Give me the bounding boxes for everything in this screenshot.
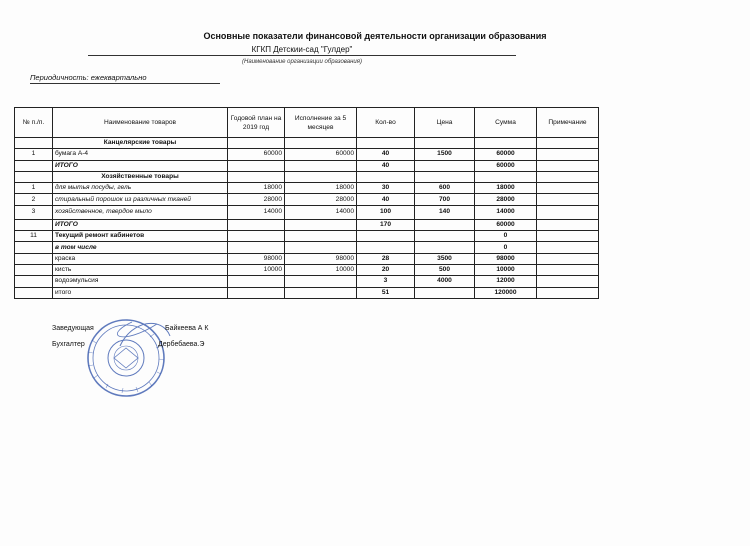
total-row: [15, 160, 599, 171]
row-exec: 10000: [285, 264, 357, 275]
section-title: Хозяйственные товары: [53, 171, 228, 182]
row-name: хозяйственное, твердое мыло: [53, 205, 228, 219]
total-sum: 120000: [475, 287, 537, 298]
row-number: 2: [15, 194, 53, 205]
total-row: [15, 219, 599, 230]
row-exec: 28000: [285, 194, 357, 205]
col-sum: Сумма: [475, 108, 537, 138]
row-number: 1: [15, 149, 53, 160]
row-sum: 12000: [475, 276, 537, 287]
row-name: краска: [53, 253, 228, 264]
row-exec: 98000: [285, 253, 357, 264]
total-qty: 40: [357, 160, 415, 171]
organization-caption: (Наименование организации образования): [242, 59, 362, 65]
row-qty: 20: [357, 264, 415, 275]
row-plan: 98000: [228, 253, 285, 264]
periodicity: Периодичность: ежеквартально: [30, 73, 220, 84]
row-price: 1500: [415, 149, 475, 160]
col-price: Цена: [415, 108, 475, 138]
row-price: 4000: [415, 276, 475, 287]
row-sum: 98000: [475, 253, 537, 264]
row-qty: 100: [357, 205, 415, 219]
row-number: 1: [15, 183, 53, 194]
subsection-label: в том числе: [53, 242, 228, 253]
row-sum: 60000: [475, 149, 537, 160]
row-name: кисть: [53, 264, 228, 275]
row-number: 11: [15, 231, 53, 242]
row-name: стиральный порошок из различных тканей: [53, 194, 228, 205]
total-label: ИТОГО: [53, 160, 228, 171]
col-qty: Кол-во: [357, 108, 415, 138]
col-note: Примечание: [537, 108, 599, 138]
total-sum: 60000: [475, 160, 537, 171]
row-name: для мытья посуды, гель: [53, 183, 228, 194]
row-qty: 3: [357, 276, 415, 287]
col-plan: Годовой план на 2019 год: [228, 108, 285, 138]
total-label: итого: [53, 287, 228, 298]
row-price: 600: [415, 183, 475, 194]
table-row: [15, 149, 599, 160]
row-name: бумага А-4: [53, 149, 228, 160]
section-title: Текущий ремонт кабинетов: [53, 231, 228, 242]
row-plan: 60000: [228, 149, 285, 160]
row-qty: 40: [357, 149, 415, 160]
row-exec: 14000: [285, 205, 357, 219]
row-qty: 40: [357, 194, 415, 205]
row-exec: [285, 276, 357, 287]
table-row: [15, 183, 599, 194]
row-plan: [228, 276, 285, 287]
section-header: [15, 138, 599, 149]
total-label: ИТОГО: [53, 219, 228, 230]
total-row: [15, 287, 599, 298]
total-sum: 60000: [475, 219, 537, 230]
total-qty: 51: [357, 287, 415, 298]
row-sum: 0: [475, 242, 537, 253]
accountant-label: Бухгалтер: [52, 341, 85, 348]
row-price: 140: [415, 205, 475, 219]
row-sum: 0: [475, 231, 537, 242]
accountant-name: Дербебаева.Э: [158, 341, 205, 348]
row-qty: 28: [357, 253, 415, 264]
document-title: Основные показатели финансовой деятельности организации образования: [203, 31, 547, 41]
section-header: [15, 231, 599, 242]
row-qty: 30: [357, 183, 415, 194]
table-row: [15, 264, 599, 275]
row-sum: 18000: [475, 183, 537, 194]
row-price: 3500: [415, 253, 475, 264]
row-price: 700: [415, 194, 475, 205]
row-sum: 28000: [475, 194, 537, 205]
section-header: [15, 171, 599, 182]
row-plan: 18000: [228, 183, 285, 194]
table-row: [15, 276, 599, 287]
row-plan: 10000: [228, 264, 285, 275]
table-row: [15, 253, 599, 264]
row-price: 500: [415, 264, 475, 275]
total-qty: 170: [357, 219, 415, 230]
organization-name: КГКП Детскии-сад "Гулдер": [88, 45, 516, 56]
section-title: Канцелярские товары: [53, 138, 228, 149]
head-label: Заведующая: [52, 325, 94, 332]
row-exec: 18000: [285, 183, 357, 194]
row-sum: 10000: [475, 264, 537, 275]
row-plan: 28000: [228, 194, 285, 205]
table-row: [15, 194, 599, 205]
col-execution: Исполнение за 5 месяцев: [285, 108, 357, 138]
row-sum: 14000: [475, 205, 537, 219]
subsection-row: [15, 242, 599, 253]
table-row: [15, 205, 599, 219]
table-header: [15, 108, 599, 138]
row-plan: 14000: [228, 205, 285, 219]
head-name: Байкеева А К: [165, 325, 209, 332]
col-name: Наименование товаров: [53, 108, 228, 138]
row-exec: 60000: [285, 149, 357, 160]
financial-table: [14, 107, 599, 299]
col-number: № п./п.: [15, 108, 53, 138]
row-name: водоэмульсия: [53, 276, 228, 287]
row-number: 3: [15, 205, 53, 219]
